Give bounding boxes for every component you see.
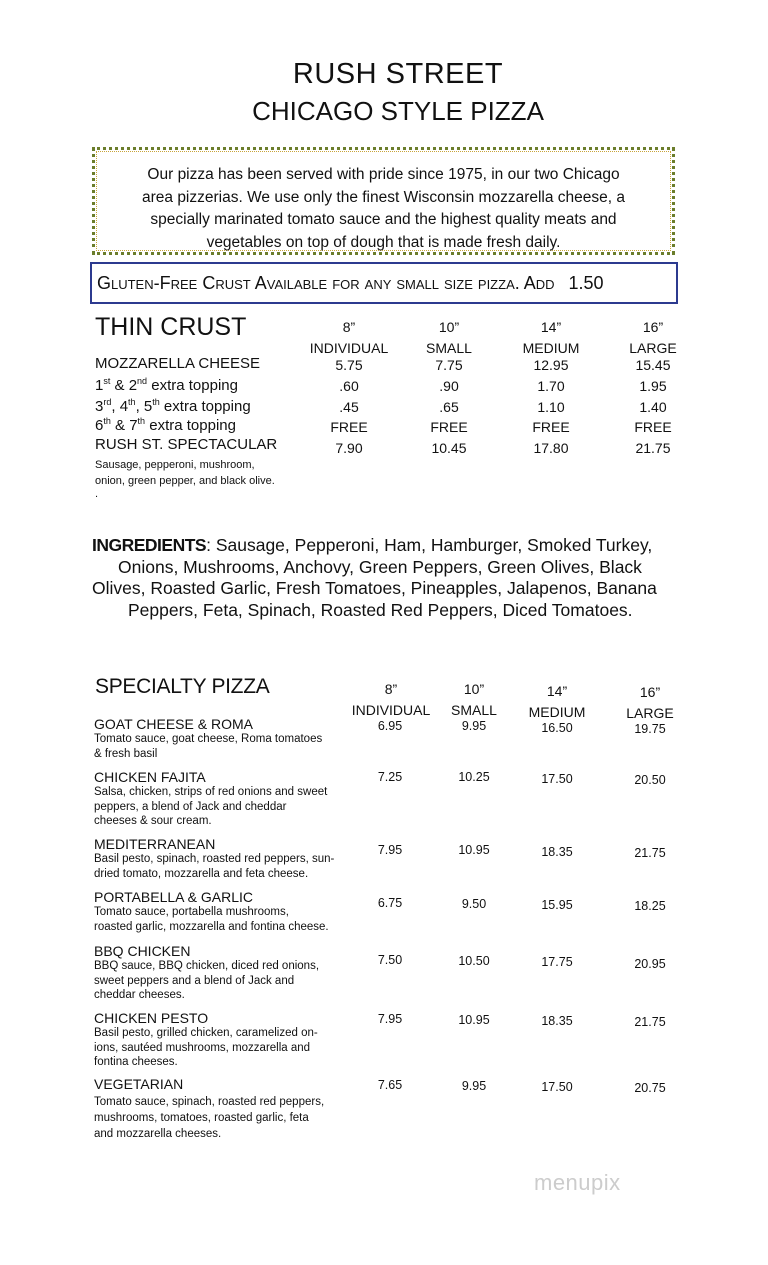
- desc-line: Basil pesto, spinach, roasted red peppers, sun-: [94, 853, 335, 865]
- ingredients-line: Olives, Roasted Garlic, Fresh Tomatoes, Pineapples, Jalapenos, Banana: [92, 578, 657, 598]
- pizza-desc: [94, 785, 344, 829]
- pizza-price: 20.50: [634, 773, 666, 787]
- pizza-price: 10.50: [458, 954, 490, 968]
- ingredients-block: [92, 535, 692, 621]
- gluten-free-price: 1.50: [568, 272, 604, 293]
- desc-line: sweet peppers and a blend of Jack and: [94, 974, 295, 987]
- desc-line: cheeses & sour cream.: [94, 815, 212, 827]
- size-name: MEDIUM: [528, 704, 586, 720]
- desc-line: BBQ sauce, BBQ chicken, diced red onions,: [94, 960, 320, 972]
- size-name: MEDIUM: [522, 340, 580, 356]
- thin-price: 5.75: [335, 357, 363, 373]
- desc-line: onion, green pepper, and black olive.: [95, 475, 275, 487]
- pizza-price: 7.95: [377, 843, 403, 857]
- thin-crust-title: THIN CRUST: [95, 313, 247, 341]
- specialty-item: [94, 716, 344, 761]
- size-inches: 10”: [438, 319, 460, 335]
- pizza-price: 18.25: [634, 899, 666, 913]
- thin-price: 10.45: [431, 440, 467, 456]
- desc-line: fontina cheeses.: [94, 1056, 178, 1068]
- pizza-price: 9.50: [461, 897, 487, 911]
- pizza-desc: [94, 959, 344, 1003]
- desc-line: .: [95, 488, 99, 500]
- pizza-price: 18.35: [541, 845, 573, 859]
- pizza-price: 7.50: [377, 953, 403, 967]
- thin-price: 7.75: [435, 357, 463, 373]
- size-name: INDIVIDUAL: [351, 702, 431, 718]
- pizza-desc: [94, 1026, 344, 1070]
- thin-size-14: [506, 317, 596, 359]
- desc-line: and mozzarella cheeses.: [94, 1128, 222, 1140]
- thin-size-10: [404, 317, 494, 359]
- pizza-desc: [94, 852, 344, 881]
- thin-row-label: RUSH ST. SPECTACULAR: [95, 436, 278, 453]
- intro-line: vegetables on top of dough that is made fresh daily.: [206, 233, 561, 251]
- pizza-price: 19.75: [634, 722, 666, 736]
- thin-row-label: 1st & 2nd extra topping: [95, 376, 238, 394]
- thin-row-label: MOZZARELLA CHEESE: [95, 355, 261, 372]
- restaurant-subtitle: CHICAGO STYLE PIZZA: [252, 96, 544, 126]
- pizza-price: 17.75: [541, 955, 573, 969]
- thin-size-8: [304, 317, 394, 359]
- desc-line: Basil pesto, grilled chicken, caramelized on-: [94, 1027, 318, 1039]
- pizza-price: 6.75: [377, 896, 403, 910]
- thin-row-label: 6th & 7th extra topping: [95, 416, 236, 434]
- pizza-name: PORTABELLA & GARLIC: [94, 889, 253, 905]
- pizza-price: 7.65: [377, 1078, 403, 1092]
- ingredients-line: : Sausage, Pepperoni, Ham, Hamburger, Smoked Turkey,: [206, 535, 653, 555]
- specialty-item: [94, 1076, 344, 1142]
- pizza-price: 17.50: [541, 772, 573, 786]
- pizza-name: BBQ CHICKEN: [94, 943, 191, 959]
- sp-size-14: [512, 681, 602, 723]
- thin-price: FREE: [532, 419, 570, 435]
- pizza-price: 21.75: [634, 1015, 666, 1029]
- thin-price: .45: [339, 399, 359, 415]
- desc-line: Tomato sauce, portabella mushrooms,: [94, 906, 289, 918]
- pizza-price: 7.25: [377, 770, 403, 784]
- thin-price: 1.95: [639, 378, 667, 394]
- size-name: LARGE: [626, 705, 674, 721]
- pizza-desc: [94, 905, 344, 934]
- pizza-name: GOAT CHEESE & ROMA: [94, 716, 253, 732]
- desc-line: mushrooms, tomatoes, roasted garlic, feta: [94, 1112, 309, 1124]
- pizza-name: CHICKEN FAJITA: [94, 769, 206, 785]
- specialty-title: SPECIALTY PIZZA: [95, 675, 270, 698]
- specialty-item: [94, 943, 344, 1003]
- gluten-free-text: Gluten-Free Crust Available for any small size pizza. Add: [97, 272, 555, 293]
- pizza-price: 17.50: [541, 1080, 573, 1094]
- restaurant-title: RUSH STREET: [292, 58, 504, 90]
- thin-price: FREE: [430, 419, 468, 435]
- intro-line: Our pizza has been served with pride since 1975, in our two Chicago: [147, 166, 620, 183]
- sp-size-16: [605, 682, 695, 724]
- intro-line: area pizzerias. We use only the finest Wisconsin mozzarella cheese, a: [141, 188, 626, 206]
- desc-line: peppers, a blend of Jack and cheddar: [94, 800, 287, 813]
- thin-price: 1.70: [537, 378, 565, 394]
- intro-box: [92, 147, 675, 255]
- specialty-item: [94, 836, 344, 881]
- thin-price: 17.80: [533, 440, 569, 456]
- thin-price: 7.90: [335, 440, 363, 456]
- size-name: LARGE: [629, 340, 677, 356]
- thin-price: .65: [439, 399, 459, 415]
- pizza-price: 9.95: [461, 1079, 487, 1093]
- size-inches: 14”: [540, 319, 562, 335]
- spectacular-desc: [95, 457, 275, 499]
- pizza-price: 10.95: [458, 1013, 490, 1027]
- thin-row-label: 3rd, 4th, 5th extra topping: [95, 397, 251, 415]
- intro-text: [113, 164, 654, 254]
- sp-size-8: [346, 679, 436, 721]
- sp-size-10: [429, 679, 519, 721]
- gluten-free-banner: [90, 262, 678, 304]
- pizza-price: 6.95: [377, 719, 403, 733]
- thin-price: 15.45: [635, 357, 671, 373]
- ingredients-line: Peppers, Feta, Spinach, Roasted Red Peppers, Diced Tomatoes.: [128, 599, 633, 620]
- desc-line: Sausage, pepperoni, mushroom,: [95, 459, 255, 471]
- pizza-name: CHICKEN PESTO: [94, 1010, 209, 1026]
- size-inches: 14”: [546, 683, 568, 699]
- size-inches: 10”: [463, 681, 485, 697]
- size-inches: 8”: [342, 319, 356, 335]
- desc-line: Salsa, chicken, strips of red onions and sweet: [94, 786, 328, 798]
- specialty-item: [94, 1010, 344, 1070]
- desc-line: cheddar cheeses.: [94, 989, 185, 1001]
- pizza-price: 20.75: [634, 1081, 666, 1095]
- intro-line: specially marinated tomato sauce and the highest quality meats and: [150, 211, 617, 228]
- thin-price: FREE: [634, 419, 672, 435]
- specialty-item: [94, 769, 344, 829]
- pizza-price: 7.95: [377, 1012, 403, 1026]
- size-inches: 16”: [642, 319, 664, 335]
- thin-price: 1.40: [639, 399, 667, 415]
- pizza-price: 15.95: [541, 898, 573, 912]
- pizza-desc: [94, 732, 344, 761]
- pizza-name: VEGETARIAN: [94, 1076, 184, 1092]
- desc-line: ions, sautéed mushrooms, mozzarella and: [94, 1041, 311, 1054]
- desc-line: Tomato sauce, spinach, roasted red peppers,: [94, 1096, 325, 1108]
- thin-size-16: [608, 317, 698, 359]
- pizza-price: 21.75: [634, 846, 666, 860]
- desc-line: roasted garlic, mozzarella and fontina cheese.: [94, 920, 329, 933]
- size-name: SMALL: [426, 340, 472, 356]
- size-name: INDIVIDUAL: [309, 340, 389, 356]
- ingredients-line: Onions, Mushrooms, Anchovy, Green Peppers, Green Olives, Black: [118, 556, 642, 577]
- pizza-desc: [94, 1094, 344, 1142]
- desc-line: Tomato sauce, goat cheese, Roma tomatoes: [94, 733, 323, 745]
- thin-price: 1.10: [537, 399, 565, 415]
- pizza-price: 16.50: [541, 721, 573, 735]
- thin-price: 21.75: [635, 440, 671, 456]
- thin-price: .60: [339, 378, 359, 394]
- menupix-watermark: menupix: [534, 1170, 621, 1195]
- size-inches: 16”: [639, 684, 661, 700]
- thin-price: 12.95: [533, 357, 569, 373]
- specialty-item: [94, 889, 344, 934]
- pizza-price: 10.95: [458, 843, 490, 857]
- ingredients-label: INGREDIENTS: [92, 535, 207, 555]
- thin-price: .90: [439, 378, 459, 394]
- pizza-name: MEDITERRANEAN: [94, 836, 216, 852]
- pizza-price: 10.25: [458, 770, 490, 784]
- pizza-price: 9.95: [461, 719, 487, 733]
- size-inches: 8”: [384, 681, 398, 697]
- size-name: SMALL: [451, 702, 497, 718]
- thin-price: FREE: [330, 419, 368, 435]
- desc-line: & fresh basil: [94, 747, 158, 760]
- desc-line: dried tomato, mozzarella and feta cheese.: [94, 867, 309, 880]
- pizza-price: 20.95: [634, 957, 666, 971]
- pizza-price: 18.35: [541, 1014, 573, 1028]
